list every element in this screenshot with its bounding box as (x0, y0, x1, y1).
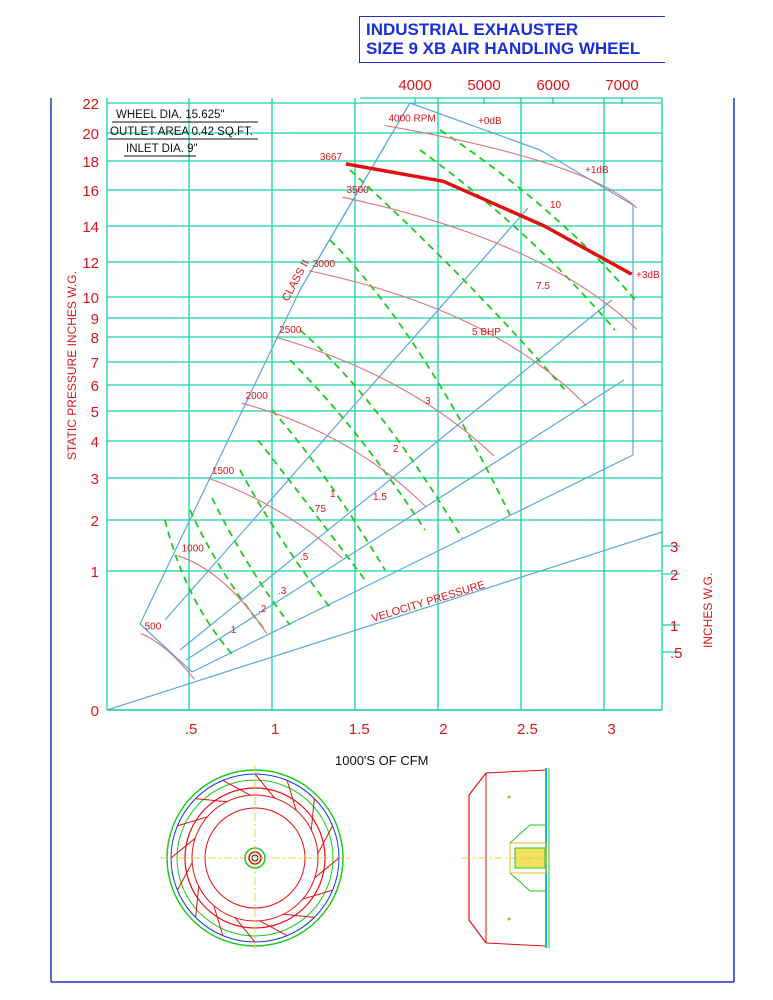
bhp-label: 7.5 (536, 281, 550, 292)
y-tick-label: 14 (82, 219, 99, 236)
wheel-blade (214, 906, 223, 936)
y-tick-label: 10 (82, 290, 99, 307)
highlight-curve-label: 3667 (319, 151, 343, 163)
rpm-curve (208, 478, 343, 558)
title-line-1: INDUSTRIAL EXHAUSTER (366, 20, 579, 39)
x-tick-label: 3 (607, 721, 616, 738)
x-axis-title: 1000'S OF CFM (335, 753, 429, 768)
right-tick-label: 2 (670, 567, 679, 584)
rpm-curve-label: 1000 (181, 543, 204, 555)
rpm-curve (275, 337, 494, 456)
bhp-curve (212, 498, 290, 625)
wheel-blade (287, 780, 296, 810)
wheel-blade (235, 918, 255, 942)
x-tick-label: 1 (271, 721, 280, 738)
y-tick-label: 1 (90, 564, 99, 581)
spec-box (108, 109, 258, 156)
boundary-line (140, 290, 300, 624)
bhp-label: 5 BHP (472, 327, 501, 338)
highlight-curve (346, 164, 632, 274)
y-tick-label: 4 (90, 434, 99, 451)
spec-wheel-dia: WHEEL DIA. 15.625" (116, 109, 225, 121)
db-label: +0dB (478, 116, 502, 127)
y-tick-label: 2 (90, 513, 99, 530)
class-ii-label: CLASS II (280, 257, 312, 304)
spec-inlet-dia: INLET DIA. 9" (126, 143, 198, 155)
wheel-blade (196, 886, 199, 917)
wheel-blade (311, 799, 314, 830)
bhp-label: 1 (330, 489, 336, 500)
boundary-line (192, 455, 633, 672)
spec-outlet-area: OUTLET AREA 0.42 SQ.FT. (110, 126, 253, 138)
y-axis-title: STATIC PRESSURE INCHES W.G. (65, 271, 79, 460)
rpm-curve-label: 2000 (245, 391, 268, 403)
rpm-curve-label: 1500 (211, 466, 235, 477)
wheel-blade (196, 799, 227, 802)
wheel-front-view-drawing (160, 765, 350, 950)
bhp-label: .2 (258, 604, 267, 615)
top-tick-label: 7000 (605, 77, 639, 94)
wheel-blade (283, 914, 314, 917)
y-tick-label: 3 (90, 471, 99, 488)
top-tick-label: 6000 (536, 77, 570, 94)
bhp-label: .75 (312, 504, 326, 515)
rpm-curve (342, 197, 636, 329)
wheel-side-view-drawing (462, 768, 552, 948)
y-tick-label: 12 (82, 255, 99, 272)
bhp-label: 10 (550, 200, 562, 211)
rpm-curve-label: 3000 (312, 258, 336, 270)
wheel-blade (315, 858, 339, 878)
rpm-curve-label: 500 (144, 621, 162, 633)
bhp-label: 1.5 (373, 492, 387, 503)
title-line-2: SIZE 9 XB AIR HANDLING WHEEL (366, 39, 641, 58)
chart-labels (82, 77, 682, 738)
top-tick-label: 5000 (467, 77, 501, 94)
rpm-curve (178, 556, 267, 634)
y-tick-label: 16 (82, 183, 99, 200)
y-tick-label: 9 (90, 311, 99, 328)
y-tick-label: 6 (90, 378, 99, 395)
rpm-curve-label: 3500 (346, 185, 369, 197)
bhp-label: 3 (425, 396, 431, 407)
right-tick-label: 1 (670, 618, 679, 635)
y-tick-label: 0 (90, 703, 99, 720)
boundary-line (165, 208, 528, 620)
y-tick-label: 20 (82, 126, 99, 143)
boundary-line (180, 300, 612, 650)
y-tick-label: 7 (90, 355, 99, 372)
right-tick-label: 3 (670, 539, 679, 556)
wheel-blade (171, 838, 195, 858)
top-tick-label: 4000 (398, 77, 432, 94)
db-label: +1dB (585, 165, 609, 176)
db-label: +3dB (636, 270, 660, 281)
velocity-pressure-label: VELOCITY PRESSURE (370, 578, 487, 625)
bhp-label: .5 (300, 552, 309, 563)
bhp-curve (350, 170, 565, 390)
y-tick-label: 5 (90, 404, 99, 421)
x-tick-label: 2.5 (517, 721, 538, 738)
wheel-blade (303, 890, 333, 899)
bhp-label: .3 (278, 586, 287, 597)
y-tick-label: 18 (82, 154, 99, 171)
wheel-blade (177, 817, 207, 826)
bhp-curve (165, 520, 232, 654)
rpm-curve (141, 634, 195, 680)
x-tick-label: 2 (439, 721, 448, 738)
right-tick-label: .5 (670, 645, 683, 662)
chart-curves (141, 126, 637, 680)
wheel-blade (255, 774, 275, 798)
y-tick-label: 22 (82, 96, 99, 113)
rpm-curve-label: 2500 (279, 325, 302, 336)
bhp-label: 2 (393, 444, 399, 455)
bhp-label: .1 (228, 625, 237, 636)
rpm-curve-label: 4000 RPM (388, 113, 436, 125)
x-tick-label: 1.5 (348, 721, 370, 738)
x-tick-label: .5 (184, 721, 198, 738)
bhp-curve (330, 240, 510, 515)
right-axis-title: INCHES W.G. (701, 572, 715, 648)
y-tick-label: 8 (90, 330, 99, 347)
